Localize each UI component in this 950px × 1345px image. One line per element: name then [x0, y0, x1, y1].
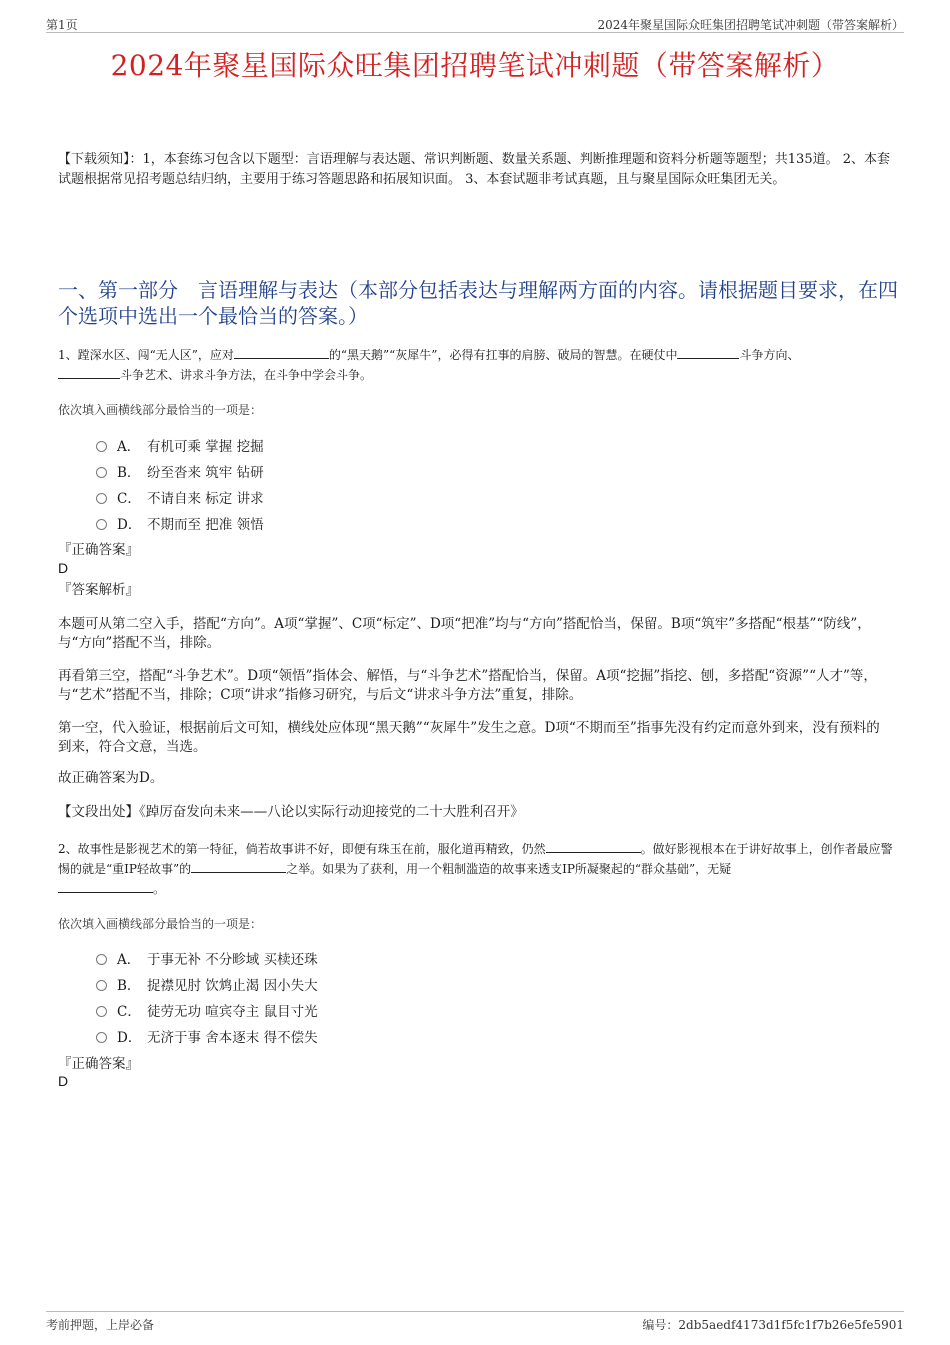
q1-stem-part: 1、蹚深水区、闯“无人区”，应对: [58, 348, 234, 362]
q1-stem-part: 斗争艺术、讲求斗争方法，在斗争中学会斗争。: [120, 368, 373, 382]
q2-stem-part: 。: [153, 882, 166, 896]
option-text: 不请自来 标定 讲求: [147, 491, 264, 507]
question-1-stem: [58, 345, 900, 385]
option-text: 于事无补 不分畛域 买椟还珠: [147, 952, 318, 968]
radio-button[interactable]: [96, 1032, 107, 1043]
option-text: 不期而至 把准 领悟: [147, 517, 264, 533]
document-title: 2024年聚星国际众旺集团招聘笔试冲刺题（带答案解析）: [110, 49, 840, 82]
q1-answer-label: 『正确答案』: [58, 542, 139, 558]
radio-button[interactable]: [96, 519, 107, 530]
q2-instruction: 依次填入画横线部分最恰当的一项是：: [58, 917, 263, 931]
q1-analysis-paragraph: 再看第三空，搭配“斗争艺术”。D项“领悟”指体会、解悟，与“斗争艺术”搭配恰当，保留。A项“挖掘”指挖、刨，多搭配“资源”“人才”等，与“艺术”搭配不当，排除；C项“讲求”指修习研究，与后文“讲求斗争方法”重复，排除。: [58, 668, 877, 703]
q1-stem-part: 斗争方向、: [739, 348, 800, 362]
option-text: 有机可乘 掌握 挖掘: [147, 439, 264, 455]
q1-options: [96, 432, 264, 536]
q1-option-b[interactable]: [96, 458, 264, 484]
question-2-stem: [58, 839, 900, 899]
footer-slogan: 考前押题，上岸必备: [46, 1318, 155, 1332]
fill-blank[interactable]: [677, 346, 739, 359]
option-letter: D．: [117, 1030, 142, 1046]
fill-blank[interactable]: [58, 880, 153, 893]
fill-blank[interactable]: [546, 840, 641, 853]
q1-stem-part: 的“黑天鹅”“灰犀牛”，必得有扛事的肩膀、破局的智慧。在硬仗中: [328, 348, 678, 362]
q2-options: [96, 945, 318, 1049]
q1-option-c[interactable]: [96, 484, 264, 510]
q1-analysis-label: 『答案解析』: [58, 582, 139, 598]
q2-stem-part: 2、故事性是影视艺术的第一特征，倘若故事讲不好，即便有珠玉在前，服化道再精致，仍然: [58, 842, 546, 856]
q1-source: 【文段出处】《踔厉奋发向未来——八论以实际行动迎接党的二十大胜利召开》: [58, 804, 524, 820]
q2-option-b[interactable]: [96, 971, 318, 997]
q1-analysis-paragraph: 本题可从第二空入手，搭配“方向”。A项“掌握”、C项“标定”、D项“把准”均与“方向”搭配恰当，保留。B项“筑牢”多搭配“根基”“防线”，与“方向”搭配不当，排除。: [58, 616, 871, 651]
q1-option-a[interactable]: [96, 432, 264, 458]
fill-blank[interactable]: [58, 366, 120, 379]
q2-answer: D: [58, 1073, 69, 1089]
page-header: [46, 14, 904, 33]
q1-analysis-paragraph: 第一空，代入验证，根据前后文可知，横线处应体现“黑天鹅”“灰犀牛”发生之意。D项“不期而至”指事先没有约定而意外到来，没有预料的到来，符合文意，当选。: [58, 720, 880, 755]
fill-blank[interactable]: [234, 346, 329, 359]
q1-option-d[interactable]: [96, 510, 264, 536]
option-letter: C．: [117, 491, 141, 507]
header-doc-title: 2024年聚星国际众旺集团招聘笔试冲刺题（带答案解析）: [597, 18, 904, 32]
radio-button[interactable]: [96, 980, 107, 991]
option-text: 徒劳无功 喧宾夺主 鼠目寸光: [147, 1004, 318, 1020]
radio-button[interactable]: [96, 954, 107, 965]
page-number: 第1页: [46, 18, 78, 32]
option-letter: D．: [117, 517, 142, 533]
q2-answer-label: 『正确答案』: [58, 1056, 139, 1072]
fill-blank[interactable]: [191, 860, 286, 873]
footer-serial: 编号：2db5aedf4173d1f5fc1f7b26e5fe5901: [642, 1318, 904, 1332]
option-letter: B．: [117, 978, 141, 994]
q2-option-a[interactable]: [96, 945, 318, 971]
option-letter: A．: [117, 439, 141, 455]
q1-instruction: 依次填入画横线部分最恰当的一项是：: [58, 403, 263, 417]
radio-button[interactable]: [96, 467, 107, 478]
option-letter: C．: [117, 1004, 141, 1020]
radio-button[interactable]: [96, 493, 107, 504]
q2-option-c[interactable]: [96, 997, 318, 1023]
q2-stem-part: 之举。如果为了获利，用一个粗制滥造的故事来透支IP所凝聚起的“群众基础”，无疑: [286, 862, 732, 876]
page-footer: [46, 1311, 904, 1332]
radio-button[interactable]: [96, 441, 107, 452]
q1-answer: D: [58, 560, 69, 576]
radio-button[interactable]: [96, 1006, 107, 1017]
option-letter: A．: [117, 952, 141, 968]
option-text: 捉襟见肘 饮鸩止渴 因小失大: [147, 978, 318, 994]
option-text: 纷至沓来 筑牢 钻研: [147, 465, 264, 481]
q2-option-d[interactable]: [96, 1023, 318, 1049]
section-heading: 一、第一部分 言语理解与表达（本部分包括表达与理解两方面的内容。请根据题目要求，在四个选项中选出一个最恰当的答案。）: [58, 278, 898, 328]
download-notice: 【下载须知】：1，本套练习包含以下题型：言语理解与表达题、常识判断题、数量关系题、判断推理题和资料分析题等题型；共135道。 2、本套试题根据常见招考题总结归纳，主要用于练习答题思路和拓展知识面。 3、本套试题非考试真题，且与聚星国际众旺集团无关。: [58, 152, 890, 187]
q1-analysis-conclusion: 故正确答案为D。: [58, 770, 164, 786]
option-text: 无济于事 舍本逐末 得不偿失: [147, 1030, 318, 1046]
q2-stem-part: 。做好影视根本在于讲好故事上，创作者最应警惕的就是“重IP轻故事”的: [58, 842, 893, 876]
option-letter: B．: [117, 465, 141, 481]
